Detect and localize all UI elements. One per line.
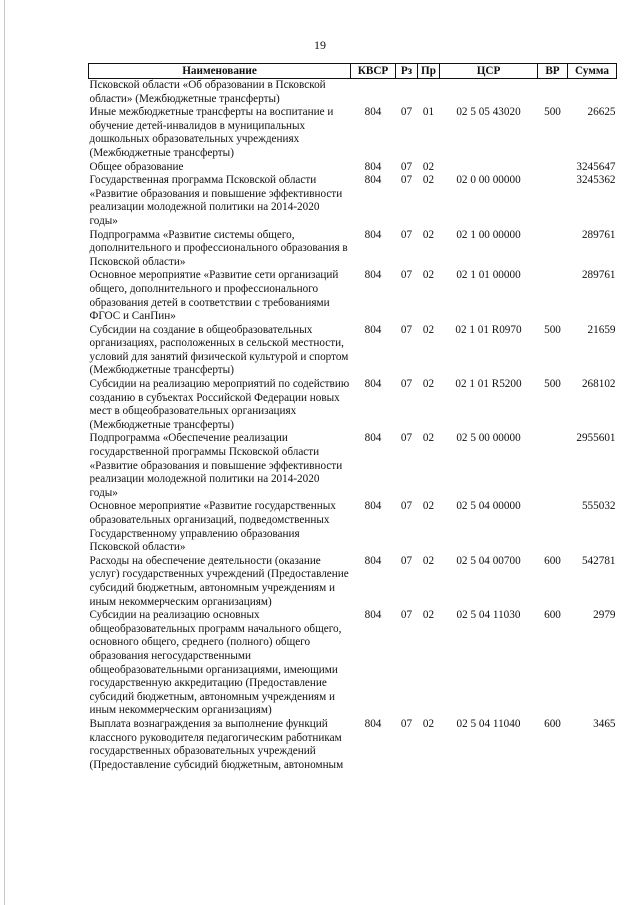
table-body bbox=[89, 79, 617, 773]
cell-name: Субсидии на создание в общеобразовательных организациях, расположенных в сельской местности, условий для занятий физической культурой и спортом (Межбюджетные трансферты) bbox=[89, 323, 349, 377]
cell-name: Основное мероприятие «Развитие государственных образовательных организаций, подведомственных Государственному управлению образования Псковской области» bbox=[89, 500, 336, 554]
cell-kvsr: 804 bbox=[364, 160, 382, 173]
cell-kvsr: 804 bbox=[364, 432, 382, 445]
cell-vr: 500 bbox=[544, 378, 561, 391]
cell-rz: 07 bbox=[400, 106, 413, 119]
page-number: 19 bbox=[314, 38, 326, 52]
cell-sum: 3245362 bbox=[576, 174, 616, 187]
cell-kvsr: 804 bbox=[364, 323, 382, 336]
table-row bbox=[89, 718, 617, 772]
cell-csr: 02 1 01 R5200 bbox=[455, 378, 522, 391]
cell-sum: 268102 bbox=[581, 378, 616, 391]
cell-pr: 02 bbox=[422, 378, 435, 391]
cell-csr bbox=[440, 161, 538, 175]
cell-pr bbox=[418, 79, 440, 107]
cell-vr bbox=[538, 161, 568, 175]
cell-sum: 289761 bbox=[581, 269, 616, 282]
cell-pr: 02 bbox=[422, 500, 435, 513]
cell-sum: 555032 bbox=[581, 500, 616, 513]
header-rz: Рз bbox=[396, 64, 418, 79]
table-row bbox=[89, 161, 617, 175]
header-kvsr: КВСР bbox=[351, 64, 396, 79]
header-csr: ЦСР bbox=[440, 64, 538, 79]
cell-sum: 2955601 bbox=[576, 432, 616, 445]
cell-vr bbox=[538, 79, 568, 107]
table-row bbox=[89, 324, 617, 378]
cell-name: Расходы на обеспечение деятельности (оказание услуг) государственных учреждений (Предоставление субсидий бюджетным, автономным учреждениям и иным некоммерческим организациям) bbox=[89, 554, 349, 608]
cell-pr: 02 bbox=[422, 323, 435, 336]
header-vr: ВР bbox=[538, 64, 568, 79]
cell-name: Основное мероприятие «Развитие сети организаций общего, дополнительного и профессионального образования детей в соответствии с требованиями ФГОС и СанПин» bbox=[89, 269, 339, 323]
cell-sum: 3245647 bbox=[576, 160, 616, 173]
cell-csr: 02 5 04 11040 bbox=[456, 717, 521, 730]
cell-pr: 02 bbox=[422, 717, 435, 730]
cell-name: Выплата вознаграждения за выполнение функций классного руководителя педагогическим работникам государственных образовательных учреждений (Предоставление субсидий бюджетным, автономным bbox=[89, 717, 344, 771]
cell-csr: 02 1 00 00000 bbox=[456, 228, 521, 241]
budget-table bbox=[88, 63, 617, 772]
cell-kvsr: 804 bbox=[364, 378, 382, 391]
table-row bbox=[89, 269, 617, 323]
cell-vr bbox=[538, 500, 568, 554]
cell-name: Иные межбюджетные трансферты на воспитание и обучение детей-инвалидов в муниципальных дошкольных образовательных учреждениях (Межбюджетные трансферты) bbox=[89, 106, 334, 159]
cell-pr: 02 bbox=[422, 609, 435, 622]
cell-pr: 02 bbox=[422, 432, 435, 445]
cell-pr: 02 bbox=[422, 269, 435, 282]
cell-name: Государственная программа Псковской области «Развитие образования и повышение эффективности реализации молодежной политики на 2014-2020 годы» bbox=[89, 174, 343, 227]
header-name: Наименование bbox=[89, 64, 351, 79]
cell-sum: 21659 bbox=[587, 323, 616, 336]
cell-kvsr bbox=[351, 79, 396, 107]
cell-sum: 2979 bbox=[593, 609, 616, 622]
cell-rz: 07 bbox=[400, 160, 413, 173]
scan-edge-line bbox=[4, 0, 5, 905]
table-header-row bbox=[89, 64, 617, 79]
cell-csr: 02 5 04 00000 bbox=[456, 500, 521, 513]
cell-csr: 02 5 04 00700 bbox=[456, 554, 521, 567]
cell-pr: 02 bbox=[422, 554, 435, 567]
cell-kvsr: 804 bbox=[364, 554, 382, 567]
cell-vr bbox=[538, 269, 568, 323]
cell-name: Субсидии на реализацию мероприятий по содействию созданию в субъектах Российской Федерации новых мест в общеобразовательных организациях (Межбюджетные трансферты) bbox=[89, 378, 350, 431]
cell-rz: 07 bbox=[400, 228, 413, 241]
cell-kvsr: 804 bbox=[364, 269, 382, 282]
table-row bbox=[89, 79, 617, 107]
cell-pr: 01 bbox=[422, 106, 435, 119]
cell-rz: 07 bbox=[400, 269, 413, 282]
header-sum: Сумма bbox=[568, 64, 617, 79]
cell-csr: 02 5 00 00000 bbox=[456, 432, 521, 445]
cell-sum bbox=[568, 79, 617, 107]
cell-kvsr: 804 bbox=[364, 500, 382, 513]
table-row bbox=[89, 174, 617, 228]
table-row bbox=[89, 555, 617, 609]
cell-rz: 07 bbox=[400, 323, 413, 336]
cell-vr: 600 bbox=[544, 609, 561, 622]
cell-vr bbox=[538, 174, 568, 228]
table-row bbox=[89, 229, 617, 270]
cell-rz: 07 bbox=[400, 554, 413, 567]
header-pr: Пр bbox=[418, 64, 440, 79]
cell-kvsr: 804 bbox=[364, 228, 382, 241]
cell-csr: 02 5 05 43020 bbox=[456, 106, 521, 119]
cell-sum: 289761 bbox=[581, 228, 616, 241]
table-row bbox=[89, 609, 617, 718]
cell-csr: 02 1 01 R0970 bbox=[455, 323, 522, 336]
table-row bbox=[89, 378, 617, 432]
cell-vr bbox=[538, 229, 568, 270]
cell-sum: 26625 bbox=[587, 106, 616, 119]
cell-name: Псковской области «Об образовании в Псковской области» (Межбюджетные трансферты) bbox=[89, 79, 326, 105]
cell-rz: 07 bbox=[400, 174, 413, 187]
cell-csr bbox=[440, 79, 538, 107]
cell-vr: 600 bbox=[544, 717, 561, 730]
cell-kvsr: 804 bbox=[364, 106, 382, 119]
cell-csr: 02 0 00 00000 bbox=[456, 174, 521, 187]
cell-vr: 600 bbox=[544, 554, 561, 567]
cell-pr: 02 bbox=[422, 228, 435, 241]
cell-name: Субсидии на реализацию основных общеобразовательных программ начального общего, основного общего, среднего (полного) общего образования негосударственными общеобразовательными организациями, имеющими государственную аккредитацию (Предоставление субсидий бюджетным, автономным учреждениям и иным некоммерческим организациям) bbox=[89, 609, 342, 717]
cell-kvsr: 804 bbox=[364, 609, 382, 622]
cell-sum: 542781 bbox=[581, 554, 616, 567]
cell-rz: 07 bbox=[400, 378, 413, 391]
table-row bbox=[89, 432, 617, 500]
table-row bbox=[89, 500, 617, 554]
cell-kvsr: 804 bbox=[364, 174, 382, 187]
cell-pr: 02 bbox=[422, 174, 435, 187]
cell-rz: 07 bbox=[400, 432, 413, 445]
cell-csr: 02 5 04 11030 bbox=[456, 609, 521, 622]
cell-kvsr: 804 bbox=[364, 717, 382, 730]
cell-vr: 500 bbox=[544, 106, 561, 119]
cell-sum: 3465 bbox=[593, 717, 616, 730]
cell-csr: 02 1 01 00000 bbox=[456, 269, 521, 282]
cell-pr: 02 bbox=[422, 160, 435, 173]
cell-rz bbox=[396, 79, 418, 107]
cell-vr bbox=[538, 432, 568, 500]
table-row bbox=[89, 106, 617, 160]
cell-rz: 07 bbox=[400, 609, 413, 622]
cell-vr: 500 bbox=[544, 323, 561, 336]
cell-rz: 07 bbox=[400, 717, 413, 730]
cell-name: Подпрограмма «Обеспечение реализации государственной программы Псковской области «Развитие образования и повышение эффективности реализации молодежной политики на 2014-2020 годы» bbox=[89, 432, 343, 499]
cell-name: Подпрограмма «Развитие системы общего, дополнительного и профессионального образования в Псковской области» bbox=[89, 228, 348, 268]
cell-name: Общее образование bbox=[89, 160, 184, 173]
cell-rz: 07 bbox=[400, 500, 413, 513]
